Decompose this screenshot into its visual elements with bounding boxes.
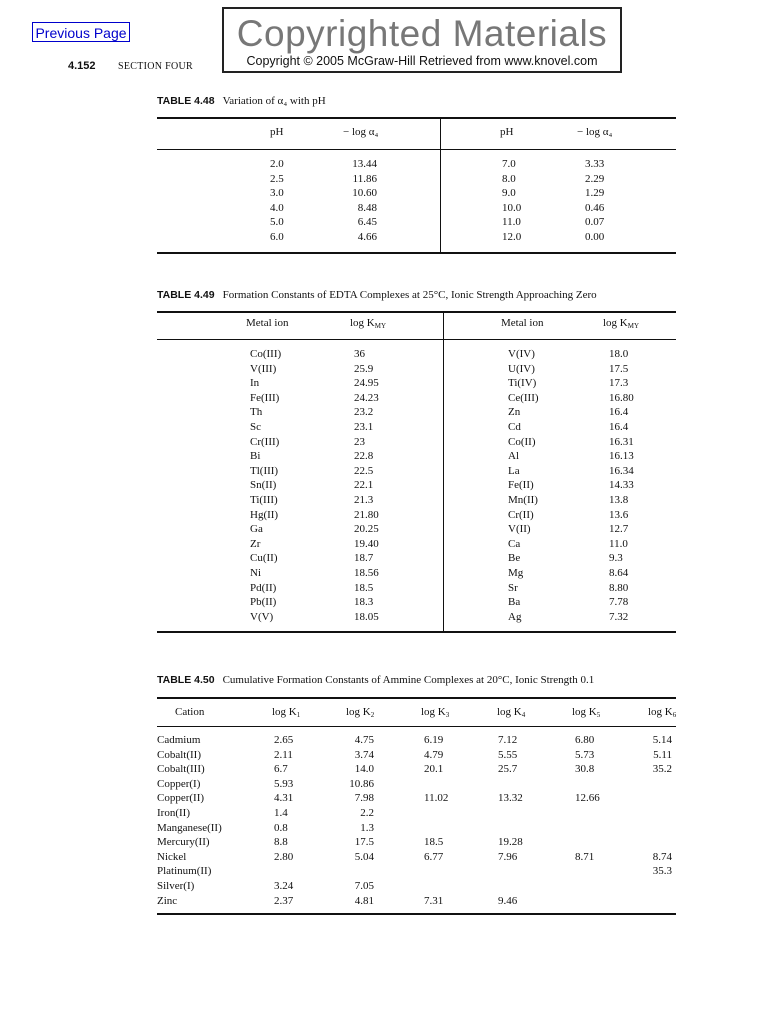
table-50-cations-row: Cobalt(III) [157, 763, 205, 776]
table-49-ion-right-row: Fe(II) [508, 479, 534, 492]
table-48-ph-right-row: 8.0 [502, 172, 516, 185]
table-50-cations-row: Zinc [157, 894, 178, 907]
table-50-k5-values-row: 6.80 [575, 734, 595, 746]
table-50-k3-values-row: 6.19 [424, 734, 444, 746]
copyright-title: Copyrighted Materials [236, 13, 608, 54]
table-50-k3-values-row: 4.79 [424, 748, 444, 761]
table-49-ion-left-row: Cu(II) [250, 552, 278, 565]
table-49-ion-right-row: Zn [508, 406, 521, 419]
table-49-ion-right-row: Cd [508, 420, 521, 433]
table-50-k6-values-row [643, 806, 672, 821]
table-50-k2-values-row: 2.2 [360, 806, 374, 819]
table-49-ion-left-row: Hg(II) [250, 508, 279, 521]
table-49-ion-left-row: Sn(II) [250, 479, 277, 492]
table-49-ion-right [508, 347, 539, 624]
table-50-col-k6: $\log K_6$ [648, 706, 677, 719]
table-48-title: Variation of α₄ with pH [222, 95, 326, 107]
table-48-log-left-row: 11.86 [352, 172, 377, 185]
copyright-banner [222, 7, 622, 73]
table-49-ion-left-row: Zr [250, 537, 261, 550]
table-50-k1-values-row: 2.11 [274, 748, 293, 761]
table-48-ph-right-row: 7.0 [502, 158, 516, 170]
table-49-log-left-row: 24.23 [354, 391, 379, 404]
table-48-log-left-row: 13.44 [352, 158, 377, 170]
table-49-header-rule [157, 339, 676, 340]
previous-page-link[interactable]: Previous Page [32, 22, 130, 42]
table-48-log-right-row: 0.00 [585, 230, 605, 243]
table-49-ion-right-row: Cr(II) [508, 508, 534, 521]
table-50-k5-values-row: 8.71 [575, 850, 595, 863]
table-49-log-left-row: 36 [354, 348, 365, 360]
table-50-k6-values-row [643, 835, 672, 850]
table-49-log-left-row: 18.5 [354, 581, 374, 594]
table-48-log-right [585, 157, 604, 245]
table-49-ion-left-row: In [250, 377, 260, 390]
table-50-k2-values-row: 4.75 [354, 734, 374, 746]
table-50-k2-values [345, 733, 374, 908]
table-50-header-rule [157, 726, 676, 727]
table-50-k1-values-row: 0.8 [274, 821, 288, 834]
table-50-k4-values-row [498, 879, 523, 894]
copyright-line: Copyright © 2005 McGraw-Hill Retrieved from www.knovel.com [246, 54, 598, 68]
table-50-cations-row: Silver(I) [157, 879, 195, 892]
table-49-ion-right-row: V(IV) [508, 348, 535, 360]
table-50-k3-values-row [424, 806, 448, 821]
table-50-k1-values-row: 2.65 [274, 734, 294, 746]
table-49-number: TABLE 4.49 [157, 289, 215, 301]
table-49-log-right-row: 13.8 [609, 493, 629, 506]
table-48-log-right-row: 2.29 [585, 172, 605, 185]
table-49-log-left-row: 18.7 [354, 552, 374, 565]
table-49-ion-right-row: Be [508, 552, 521, 565]
table-48-ph-left-row: 2.0 [270, 158, 284, 170]
table-49-ion-right-row: Al [508, 450, 519, 463]
table-49-ion-right-row: Sr [508, 581, 518, 594]
table-49-log-right-row: 16.4 [609, 420, 629, 433]
table-48-col-ph-right: pH [500, 126, 514, 138]
table-48-ph-right-row: 12.0 [502, 230, 522, 243]
table-48-log-right-row: 0.46 [585, 201, 605, 214]
table-49-ion-right-row: Ag [508, 610, 522, 623]
table-49-log-right-row: 18.0 [609, 348, 629, 360]
table-50-k6-values-row [643, 791, 672, 806]
table-49-log-right-row: 9.3 [609, 552, 623, 565]
table-50-caption [157, 674, 594, 686]
table-49-log-right-row: 14.33 [609, 479, 634, 492]
table-50-col-k2: $\log K_2$ [346, 706, 375, 719]
table-48-ph-right-row: 9.0 [502, 187, 516, 200]
table-50-cations-row: Copper(I) [157, 777, 201, 790]
table-49-log-right-row: 11.0 [609, 537, 628, 550]
table-50-k5-values-row [575, 835, 600, 850]
table-49-log-left-row: 23.1 [354, 420, 374, 433]
table-48-ph-left [270, 157, 284, 245]
table-50-k6-values-row: 8.74 [652, 850, 672, 863]
table-49-ion-right-row: Mn(II) [508, 493, 538, 506]
table-50-k2-values-row [345, 864, 374, 879]
table-48-top-rule [157, 117, 676, 119]
table-48-col-log-left: − log α₄ [343, 126, 379, 138]
table-49-ion-right-row: Ca [508, 537, 521, 550]
table-49-ion-left-row: Ti(III) [250, 493, 278, 506]
table-50-k5-values-row [575, 864, 600, 879]
table-49-log-right-row: 16.80 [609, 391, 634, 404]
table-49-log-right [609, 347, 634, 624]
table-48-log-left-row: 8.48 [357, 201, 377, 214]
table-49-ion-left-row: Ni [250, 566, 261, 579]
table-50-number: TABLE 4.50 [157, 674, 215, 686]
table-50-k6-values [643, 733, 672, 908]
table-49-log-left-row: 18.3 [354, 596, 374, 609]
table-50-title: Cumulative Formation Constants of Ammine Complexes at 20°C, Ionic Strength 0.1 [222, 674, 595, 686]
table-50-k5-values-row [575, 806, 600, 821]
table-49-log-right-row: 13.6 [609, 508, 629, 521]
table-49-log-right-row: 16.13 [609, 450, 634, 463]
table-49-ion-right-row: Mg [508, 566, 524, 579]
table-50-col-k3: $\log K_3$ [421, 706, 450, 719]
table-50-k6-values-row: 5.14 [652, 734, 672, 746]
table-49-log-left-row: 25.9 [354, 362, 374, 375]
table-50-k6-values-row [643, 777, 672, 792]
table-50-k2-values-row: 7.98 [354, 792, 374, 805]
table-49-log-right-row: 16.4 [609, 406, 629, 419]
table-49-caption [157, 289, 597, 301]
table-49-ion-left-row: Tl(III) [250, 464, 279, 477]
table-49-log-right-row: 7.78 [609, 596, 629, 609]
table-49-ion-left-row: Ga [250, 523, 263, 536]
table-50-k3-values-row: 20.1 [424, 763, 444, 776]
table-50-k3-values [424, 733, 448, 908]
table-50-k6-values-row: 5.11 [653, 748, 672, 761]
table-49-log-right-row: 17.5 [609, 362, 629, 375]
table-50-k4-values-row [498, 777, 523, 792]
table-50-top-rule [157, 697, 676, 699]
table-50-col-cation: Cation [175, 706, 205, 718]
table-49-log-left-row: 23 [354, 435, 365, 448]
table-50-k3-values-row [424, 864, 448, 879]
table-49-col-log-left: $\log K_{MY}$ [350, 317, 387, 330]
table-49-log-right-row: 7.32 [609, 610, 629, 623]
table-49-log-left-row: 22.8 [354, 450, 374, 463]
table-49-divider [443, 311, 444, 632]
table-48-caption [157, 95, 326, 107]
table-50-k2-values-row: 10.86 [349, 777, 374, 790]
table-49-log-right-row: 8.64 [609, 566, 629, 579]
table-49-log-right-row: 8.80 [609, 581, 629, 594]
table-48-col-ph-left: pH [270, 126, 284, 138]
table-50-k5-values-row [575, 777, 600, 792]
table-48-bottom-rule [157, 252, 676, 254]
table-49-log-left-row: 18.05 [354, 610, 379, 623]
table-50-k5-values-row: 5.73 [575, 748, 595, 761]
table-50-k3-values-row: 7.31 [424, 894, 444, 907]
table-48-log-left-row: 6.45 [357, 216, 377, 229]
table-48-ph-left-row: 3.0 [270, 187, 284, 200]
table-49-log-left-row: 20.25 [354, 523, 379, 536]
table-50-cations-row: Platinum(II) [157, 865, 212, 878]
table-49-ion-left [250, 347, 281, 624]
table-49-log-left-row: 21.80 [354, 508, 379, 521]
table-50-k6-values-row: 35.3 [652, 865, 672, 878]
table-50-k1-values-row: 6.7 [274, 763, 288, 776]
table-50-k3-values-row: 18.5 [424, 836, 444, 849]
table-50-k2-values-row: 3.74 [354, 748, 374, 761]
table-49-ion-left-row: Co(III) [250, 348, 282, 360]
table-50-k5-values-row [575, 879, 600, 894]
table-48-header-rule [157, 149, 676, 150]
table-49-log-right-row: 12.7 [609, 523, 629, 536]
table-48-col-log-right: − log α₄ [577, 126, 613, 138]
table-48-log-left [345, 157, 377, 245]
table-50-k3-values-row: 6.77 [424, 850, 444, 863]
table-49-ion-left-row: Cr(III) [250, 435, 280, 448]
table-49-log-right-row: 16.31 [609, 435, 634, 448]
table-50-k1-values-row: 5.93 [274, 777, 294, 790]
table-49-ion-left-row: Pb(II) [250, 596, 277, 609]
table-50-k5-values-row: 30.8 [575, 763, 595, 776]
table-49-ion-right-row: La [508, 464, 520, 477]
table-50-k5-values-row [575, 821, 600, 836]
table-48-ph-left-row: 4.0 [270, 201, 284, 214]
table-50-k5-values-row: 12.66 [575, 792, 600, 805]
table-49-col-log-right: $\log K_{MY}$ [603, 317, 640, 330]
page-number: 4.152 [68, 60, 96, 72]
table-50-cations-row: Iron(II) [157, 806, 190, 819]
table-50-k1-values-row: 8.8 [274, 836, 288, 849]
table-50-k6-values-row [643, 894, 672, 909]
table-49-ion-right-row: U(IV) [508, 362, 535, 375]
table-50-k1-values [274, 733, 293, 908]
table-48-ph-right [502, 157, 521, 245]
table-48-log-left-row: 10.60 [352, 187, 377, 200]
table-49-ion-right-row: V(II) [508, 523, 531, 536]
table-50-cations-row: Copper(II) [157, 792, 205, 805]
table-50-col-k5: $\log K_5$ [572, 706, 601, 719]
table-49-log-left-row: 18.56 [354, 566, 379, 579]
table-48-number: TABLE 4.48 [157, 95, 215, 107]
table-48-log-right-row: 1.29 [585, 187, 605, 200]
table-49-ion-right-row: Ti(IV) [508, 377, 537, 390]
table-50-cations-row: Nickel [157, 850, 187, 863]
table-50-col-k4: $\log K_4$ [497, 706, 526, 719]
table-50-k1-values-row: 4.31 [274, 792, 294, 805]
table-50-k1-values-row [274, 864, 293, 879]
table-50-cations-row: Cadmium [157, 734, 201, 746]
table-50-k6-values-row: 35.2 [652, 763, 672, 776]
table-50-k3-values-row [424, 821, 448, 836]
table-48-log-right-row: 3.33 [585, 158, 605, 170]
table-50-k4-values-row [498, 806, 523, 821]
table-49-ion-left-row: Pd(II) [250, 581, 277, 594]
table-49-col-ion-right: Metal ion [501, 317, 544, 329]
table-49-log-left-row: 24.95 [354, 377, 379, 390]
table-50-k1-values-row: 1.4 [274, 806, 288, 819]
table-48-log-right-row: 0.07 [585, 216, 605, 229]
table-49-ion-left-row: V(V) [250, 610, 274, 623]
table-49-log-left [354, 347, 379, 624]
table-49-ion-left-row: Sc [250, 420, 261, 433]
table-49-ion-right-row: Co(II) [508, 435, 536, 448]
table-50-cations-row: Cobalt(II) [157, 748, 201, 761]
table-49-ion-left-row: Fe(III) [250, 391, 280, 404]
table-49-ion-left-row: Th [250, 406, 263, 419]
table-50-k2-values-row: 4.81 [354, 894, 374, 907]
table-50-k6-values-row [643, 879, 672, 894]
table-49-log-left-row: 23.2 [354, 406, 374, 419]
table-48-divider [440, 117, 441, 253]
table-50-k2-values-row: 1.3 [360, 821, 374, 834]
table-49-log-left-row: 22.5 [354, 464, 374, 477]
table-49-log-left-row: 19.40 [354, 537, 379, 550]
table-48-ph-left-row: 5.0 [270, 216, 284, 229]
table-50-k4-values-row [498, 821, 523, 836]
table-50-k2-values-row: 14.0 [354, 763, 374, 776]
table-49-ion-right-row: Ce(III) [508, 391, 539, 404]
table-50-cations [157, 733, 222, 908]
table-50-k1-values-row: 3.24 [274, 879, 294, 892]
table-50-k3-values-row: 11.02 [424, 792, 449, 805]
table-50-k1-values-row: 2.80 [274, 850, 294, 863]
table-50-k3-values-row [424, 777, 448, 792]
table-48-ph-left-row: 6.0 [270, 230, 284, 243]
table-50-k4-values-row: 5.55 [498, 748, 518, 761]
table-49-log-right-row: 17.3 [609, 377, 629, 390]
table-48-ph-right-row: 11.0 [502, 216, 521, 229]
table-49-log-left-row: 22.1 [354, 479, 374, 492]
table-49-bottom-rule [157, 631, 676, 633]
table-50-bottom-rule [157, 913, 676, 915]
table-50-k4-values-row: 7.96 [498, 850, 518, 863]
table-50-k2-values-row: 17.5 [354, 836, 374, 849]
table-50-k4-values-row: 13.32 [498, 792, 523, 805]
table-50-col-k1: $\log K_1$ [272, 706, 301, 719]
table-50-cations-row: Mercury(II) [157, 836, 210, 849]
table-50-k4-values-row: 9.46 [498, 894, 518, 907]
table-49-log-right-row: 16.34 [609, 464, 634, 477]
table-50-k4-values-row [498, 864, 523, 879]
table-49-ion-right-row: Ba [508, 596, 521, 609]
table-50-k4-values-row: 25.7 [498, 763, 518, 776]
table-50-cations-row: Manganese(II) [157, 821, 222, 834]
table-50-k4-values [498, 733, 523, 908]
table-50-k6-values-row [643, 821, 672, 836]
table-49-title: Formation Constants of EDTA Complexes at 25°C, Ionic Strength Approaching Zero [222, 289, 597, 301]
table-50-k4-values-row: 7.12 [498, 734, 518, 746]
section-title: SECTION FOUR [118, 61, 193, 72]
table-50-k1-values-row: 2.37 [274, 894, 294, 907]
table-48-ph-left-row: 2.5 [270, 172, 284, 185]
table-50-k4-values-row: 19.28 [498, 836, 523, 849]
table-50-k2-values-row: 5.04 [354, 850, 374, 863]
table-50-k2-values-row: 7.05 [354, 879, 374, 892]
table-49-col-ion-left: Metal ion [246, 317, 289, 329]
table-48-log-left-row: 4.66 [357, 230, 377, 243]
table-50-k3-values-row [424, 879, 448, 894]
table-49-ion-left-row: Bi [250, 450, 261, 463]
table-50-k5-values-row [575, 894, 600, 909]
table-48-ph-right-row: 10.0 [502, 201, 522, 214]
table-49-top-rule [157, 311, 676, 313]
table-49-log-left-row: 21.3 [354, 493, 374, 506]
table-49-ion-left-row: V(III) [250, 362, 277, 375]
table-50-k5-values [575, 733, 600, 908]
